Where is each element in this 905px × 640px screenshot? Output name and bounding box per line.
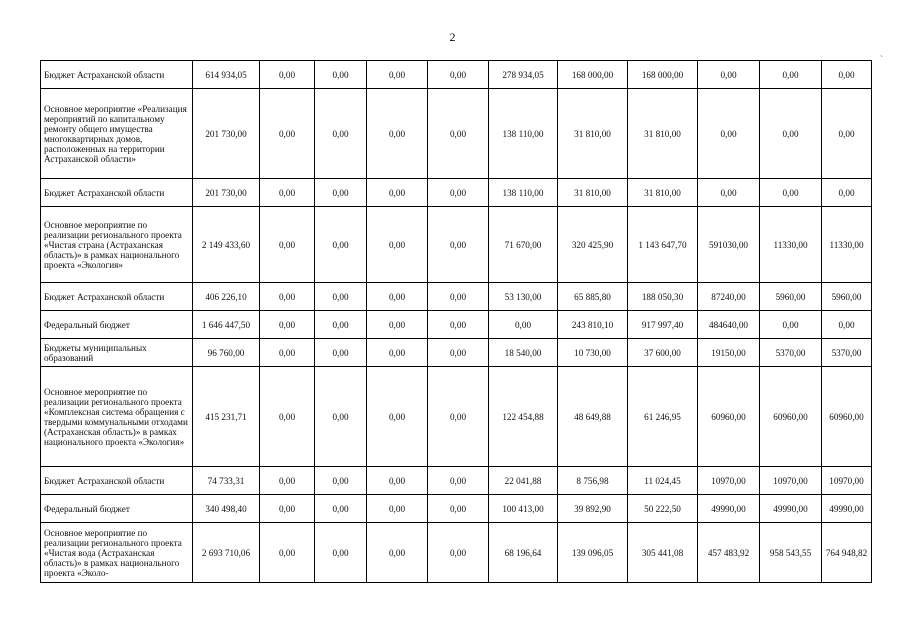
- cell: 5960,00: [760, 283, 822, 311]
- cell: 484640,00: [698, 311, 760, 339]
- cell: 0,00: [698, 61, 760, 89]
- cell: 0,00: [260, 467, 315, 495]
- cell: 0,00: [428, 61, 489, 89]
- cell: 305 441,08: [628, 523, 698, 583]
- cell: 0,00: [315, 495, 367, 523]
- cell: 0,00: [367, 61, 428, 89]
- cell: 0,00: [367, 367, 428, 467]
- cell: 0,00: [367, 339, 428, 367]
- table-row: [41, 467, 872, 495]
- cell: 31 810,00: [628, 179, 698, 207]
- cell: 188 050,30: [628, 283, 698, 311]
- cell: 10970,00: [822, 467, 872, 495]
- cell: 11 024,45: [628, 467, 698, 495]
- cell: 591030,00: [698, 207, 760, 283]
- cell: 11330,00: [822, 207, 872, 283]
- cell: 0,00: [822, 179, 872, 207]
- cell: 49990,00: [698, 495, 760, 523]
- cell: 65 885,80: [558, 283, 628, 311]
- cell: 100 413,00: [489, 495, 558, 523]
- cell: 87240,00: [698, 283, 760, 311]
- cell: 0,00: [315, 179, 367, 207]
- table-row: [41, 495, 872, 523]
- cell: 0,00: [315, 207, 367, 283]
- cell: 0,00: [260, 283, 315, 311]
- cell: 958 543,55: [760, 523, 822, 583]
- cell: 37 600,00: [628, 339, 698, 367]
- table-row: [41, 89, 872, 179]
- cell: 0,00: [428, 89, 489, 179]
- cell: 0,00: [260, 89, 315, 179]
- cell: 2 149 433,60: [193, 207, 260, 283]
- cell: 0,00: [315, 89, 367, 179]
- cell: 0,00: [315, 523, 367, 583]
- cell: 138 110,00: [489, 179, 558, 207]
- row-label: Бюджет Астраханской области: [41, 61, 193, 89]
- cell: 2 693 710,06: [193, 523, 260, 583]
- cell: 0,00: [760, 89, 822, 179]
- cell: 5370,00: [822, 339, 872, 367]
- cell: 278 934,05: [489, 61, 558, 89]
- row-label: Федеральный бюджет: [41, 311, 193, 339]
- budget-table-body: [41, 61, 872, 583]
- cell: 10970,00: [698, 467, 760, 495]
- cell: 1 646 447,50: [193, 311, 260, 339]
- cell: 0,00: [428, 339, 489, 367]
- cell: 0,00: [315, 283, 367, 311]
- cell: 0,00: [367, 207, 428, 283]
- cell: 0,00: [367, 311, 428, 339]
- table-row: [41, 523, 872, 583]
- table-row: [41, 179, 872, 207]
- cell: 71 670,00: [489, 207, 558, 283]
- cell: 68 196,64: [489, 523, 558, 583]
- cell: 8 756,98: [558, 467, 628, 495]
- table-row: [41, 339, 872, 367]
- cell: 0,00: [760, 179, 822, 207]
- row-label: Основное мероприятие «Реализация мероприятий по капитальному ремонту общего имущества многоквартирных домов, расположенных на территории Астраханской области»: [41, 89, 193, 179]
- cell: 0,00: [428, 367, 489, 467]
- cell: 0,00: [428, 495, 489, 523]
- cell: 10970,00: [760, 467, 822, 495]
- cell: 201 730,00: [193, 89, 260, 179]
- cell: 0,00: [315, 467, 367, 495]
- cell: 0,00: [428, 179, 489, 207]
- cell: 0,00: [260, 495, 315, 523]
- table-row: [41, 61, 872, 89]
- table-row: [41, 207, 872, 283]
- cell: 764 948,82: [822, 523, 872, 583]
- cell: 0,00: [428, 311, 489, 339]
- cell: 0,00: [260, 523, 315, 583]
- cell: 60960,00: [760, 367, 822, 467]
- page-number: 2: [449, 30, 456, 44]
- cell: 60960,00: [698, 367, 760, 467]
- cell: 31 810,00: [628, 89, 698, 179]
- cell: 201 730,00: [193, 179, 260, 207]
- cell: 168 000,00: [628, 61, 698, 89]
- row-label: Федеральный бюджет: [41, 495, 193, 523]
- cell: 406 226,10: [193, 283, 260, 311]
- cell: 0,00: [367, 283, 428, 311]
- cell: 18 540,00: [489, 339, 558, 367]
- cell: 0,00: [315, 367, 367, 467]
- cell: 49990,00: [760, 495, 822, 523]
- cell: 49990,00: [822, 495, 872, 523]
- cell: 0,00: [367, 467, 428, 495]
- cell: 22 041,88: [489, 467, 558, 495]
- cell: 60960,00: [822, 367, 872, 467]
- row-label: Основное мероприятие по реализации регионального проекта «Чистая вода (Астраханская область)» в рамках национального проекта «Эколо-: [41, 523, 193, 583]
- cell: 457 483,92: [698, 523, 760, 583]
- cell: 0,00: [760, 311, 822, 339]
- cell: 0,00: [260, 179, 315, 207]
- cell: 0,00: [698, 89, 760, 179]
- cell: 61 246,95: [628, 367, 698, 467]
- cell: 340 498,40: [193, 495, 260, 523]
- cell: 19150,00: [698, 339, 760, 367]
- row-label: Основное мероприятие по реализации регионального проекта «Комплексная система обращения с твердыми коммунальными отходами (Астраханская область)» в рамках национального проекта «Экология»: [41, 367, 193, 467]
- cell: 917 997,40: [628, 311, 698, 339]
- table-row: [41, 311, 872, 339]
- cell: 0,00: [367, 179, 428, 207]
- cell: 5370,00: [760, 339, 822, 367]
- cell: 243 810,10: [558, 311, 628, 339]
- cell: 415 231,71: [193, 367, 260, 467]
- scan-mark: ˎ: [880, 47, 883, 57]
- cell: 31 810,00: [558, 179, 628, 207]
- cell: 0,00: [822, 61, 872, 89]
- cell: 1 143 647,70: [628, 207, 698, 283]
- row-label: Бюджет Астраханской области: [41, 467, 193, 495]
- cell: 0,00: [260, 311, 315, 339]
- cell: 0,00: [260, 207, 315, 283]
- cell: 48 649,88: [558, 367, 628, 467]
- cell: 168 000,00: [558, 61, 628, 89]
- cell: 0,00: [428, 523, 489, 583]
- row-label: Бюджет Астраханской области: [41, 283, 193, 311]
- cell: 0,00: [760, 61, 822, 89]
- row-label: Бюджет Астраханской области: [41, 179, 193, 207]
- cell: 0,00: [315, 339, 367, 367]
- cell: 11330,00: [760, 207, 822, 283]
- cell: 53 130,00: [489, 283, 558, 311]
- cell: 0,00: [822, 311, 872, 339]
- cell: 0,00: [428, 467, 489, 495]
- budget-table: [40, 60, 872, 583]
- cell: 0,00: [260, 367, 315, 467]
- cell: 0,00: [367, 495, 428, 523]
- cell: 0,00: [315, 311, 367, 339]
- cell: 5960,00: [822, 283, 872, 311]
- table-row: [41, 283, 872, 311]
- cell: 0,00: [367, 523, 428, 583]
- cell: 0,00: [489, 311, 558, 339]
- cell: 39 892,90: [558, 495, 628, 523]
- row-label: Бюджеты муниципальных образований: [41, 339, 193, 367]
- cell: 0,00: [822, 89, 872, 179]
- cell: 31 810,00: [558, 89, 628, 179]
- cell: 614 934,05: [193, 61, 260, 89]
- cell: 50 222,50: [628, 495, 698, 523]
- cell: 320 425,90: [558, 207, 628, 283]
- cell: 139 096,05: [558, 523, 628, 583]
- cell: 96 760,00: [193, 339, 260, 367]
- cell: 122 454,88: [489, 367, 558, 467]
- cell: 138 110,00: [489, 89, 558, 179]
- cell: 0,00: [315, 61, 367, 89]
- cell: 0,00: [428, 207, 489, 283]
- cell: 0,00: [367, 89, 428, 179]
- cell: 0,00: [428, 283, 489, 311]
- row-label: Основное мероприятие по реализации регионального проекта «Чистая страна (Астраханская область)» в рамках национального проекта «Экология»: [41, 207, 193, 283]
- cell: 10 730,00: [558, 339, 628, 367]
- cell: 0,00: [260, 61, 315, 89]
- cell: 0,00: [260, 339, 315, 367]
- table-row: [41, 367, 872, 467]
- cell: 74 733,31: [193, 467, 260, 495]
- cell: 0,00: [698, 179, 760, 207]
